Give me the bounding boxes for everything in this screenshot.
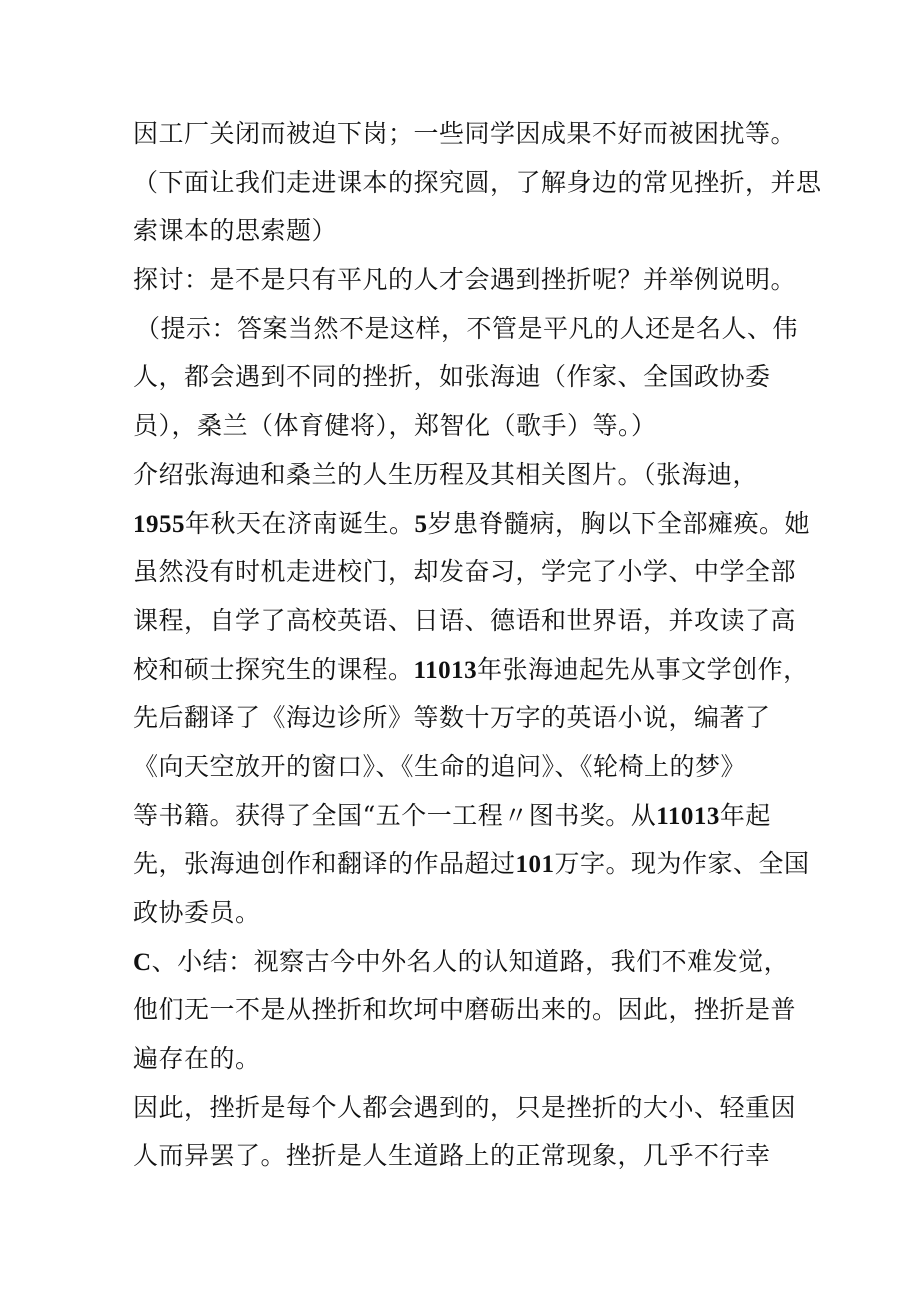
text-line-9: [133, 500, 813, 549]
bold-letter-c: C: [133, 948, 152, 976]
document-body: [133, 110, 822, 1181]
text-line-3: 索课本的思索题）: [133, 216, 338, 246]
text-line-14: 《向天空放开的窗口》、《生命的追问》、《轮椅上的梦》: [133, 751, 747, 781]
text-line-16: [133, 840, 813, 889]
text-line-17: 政协委员。: [133, 898, 261, 927]
text-segment: 校和硕士探究生的课程。: [133, 654, 414, 684]
bold-year-11013: 11013: [413, 656, 478, 684]
text-segment: 万字。现为作家、全国: [554, 849, 810, 879]
text-segment: 岁患脊髓病，胸以下全部瘫痪。她: [427, 508, 811, 538]
text-segment: 等书籍。获得了全国“五个一工程〃图书奖。从: [133, 800, 657, 830]
text-line-15: [133, 792, 813, 841]
text-segment: 年起: [719, 800, 771, 830]
text-line-7: 员），桑兰（体育健将），郑智化（歌手）等。）: [133, 411, 657, 441]
text-line-1: 因工厂关闭而被迫下岗；一些同学因成果不好而被困扰等。: [133, 119, 797, 148]
text-line-4: 探讨：是不是只有平凡的人才会遇到挫折呢？并举例说明。: [133, 265, 797, 295]
text-line-19: 他们无一不是从挫折和坎坷中磨砺出来的。因此，挫折是普: [133, 995, 797, 1025]
text-segment: 年张海迪起先从事文学创作，: [477, 654, 809, 684]
text-line-10: 虽然没有时机走进校门，却发奋习，学完了小学、中学全部: [133, 557, 797, 587]
bold-year-11013: 11013: [656, 802, 720, 830]
text-line-8: 介绍张海迪和桑兰的人生历程及其相关图片。（张海迪，: [133, 459, 759, 489]
text-line-6: 人，都会遇到不同的挫折，如张海迪（作家、全国政协委: [133, 362, 771, 392]
text-segment: 先，张海迪创作和翻译的作品超过: [133, 849, 516, 879]
text-line-21: 因此，挫折是每个人都会遇到的，只是挫折的大小、轻重因: [133, 1092, 797, 1122]
text-line-12: [133, 646, 813, 695]
text-segment: 年秋天在济南诞生。: [185, 508, 415, 538]
text-line-18: [133, 938, 813, 987]
text-line-11: 课程，自学了高校英语、日语、德语和世界语，并攻读了高: [133, 605, 797, 635]
bold-year-1955: 1955: [133, 510, 185, 538]
text-segment: 、小结：视察古今中外名人的认知道路，我们不难发觉，: [151, 946, 790, 976]
text-line-13: 先后翻译了《海边诊所》等数十万字的英语小说，编著了: [133, 703, 771, 733]
bold-num-101: 101: [515, 851, 555, 879]
text-line-2: （下面让我们走进课本的探究圆，了解身边的常见挫折，并思: [133, 167, 822, 197]
text-line-22: 人而异罢了。挫折是人生道路上的正常现象，几乎不行幸: [133, 1141, 771, 1171]
text-line-20: 遍存在的。: [133, 1044, 261, 1074]
bold-age-5: 5: [414, 510, 428, 538]
text-line-5: （提示：答案当然不是这样，不管是平凡的人还是名人、伟: [135, 313, 799, 343]
